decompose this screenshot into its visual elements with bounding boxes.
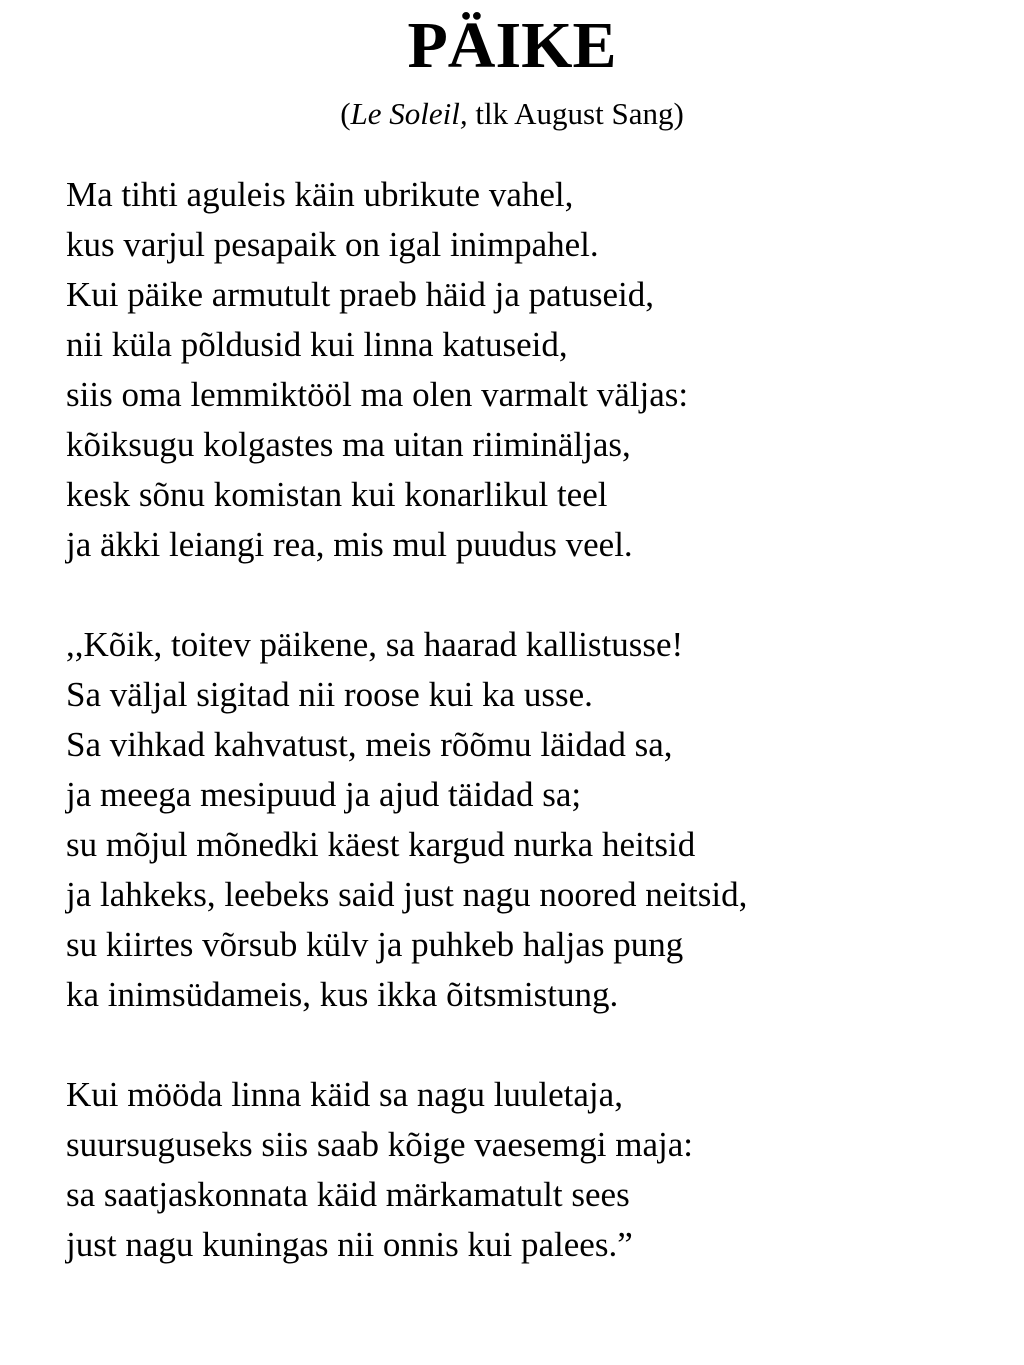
poem-line: siis oma lemmiktööl ma olen varmalt väljas: [66, 375, 689, 414]
poem-line: Sa vihkad kahvatust, meis rõõmu läidad sa, [66, 725, 673, 764]
translator-note: tlk August Sang) [467, 96, 684, 131]
stanza-2 [66, 620, 1006, 1020]
poem-line: ja äkki leiangi rea, mis mul puudus veel. [66, 525, 633, 564]
subtitle-open-paren: ( [340, 96, 351, 131]
poem-line: ka inimsüdameis, kus ikka õitsmistung. [66, 975, 619, 1014]
poem-line: nii küla põldusid kui linna katuseid, [66, 325, 568, 364]
poem-title: PÄIKE [407, 9, 617, 82]
poem-line: Ma tihti aguleis käin ubrikute vahel, [66, 175, 574, 214]
poem-line: ja meega mesipuud ja ajud täidad sa; [66, 775, 582, 814]
poem-line: sa saatjaskonnata käid märkamatult sees [66, 1175, 630, 1214]
poem-line: su kiirtes võrsub külv ja puhkeb haljas pung [66, 925, 684, 964]
poem-line: suursuguseks siis saab kõige vaesemgi maja: [66, 1125, 693, 1164]
poem-line: kesk sõnu komistan kui konarlikul teel [66, 475, 608, 514]
poem-line: kus varjul pesapaik on igal inimpahel. [66, 225, 599, 264]
poem-line: kõiksugu kolgastes ma uitan riiminäljas, [66, 425, 631, 464]
poem-line: su mõjul mõnedki käest kargud nurka heitsid [66, 825, 696, 864]
stanza-1 [66, 170, 1006, 570]
poem-line: ,,Kõik, toitev päikene, sa haarad kallistusse! [66, 625, 684, 664]
poem-line: ja lahkeks, leebeks said just nagu noored neitsid, [66, 875, 748, 914]
poem-line: Sa väljal sigitad nii roose kui ka usse. [66, 675, 593, 714]
poem-line: just nagu kuningas nii onnis kui palees.” [66, 1225, 633, 1264]
poem-line: Kui mööda linna käid sa nagu luuletaja, [66, 1075, 623, 1114]
stanza-3 [66, 1070, 1006, 1270]
original-title: Le Soleil, [350, 96, 468, 131]
poem-body [66, 170, 1006, 1320]
poem-line: Kui päike armutult praeb häid ja patuseid, [66, 275, 655, 314]
poem-subtitle [0, 92, 1024, 136]
